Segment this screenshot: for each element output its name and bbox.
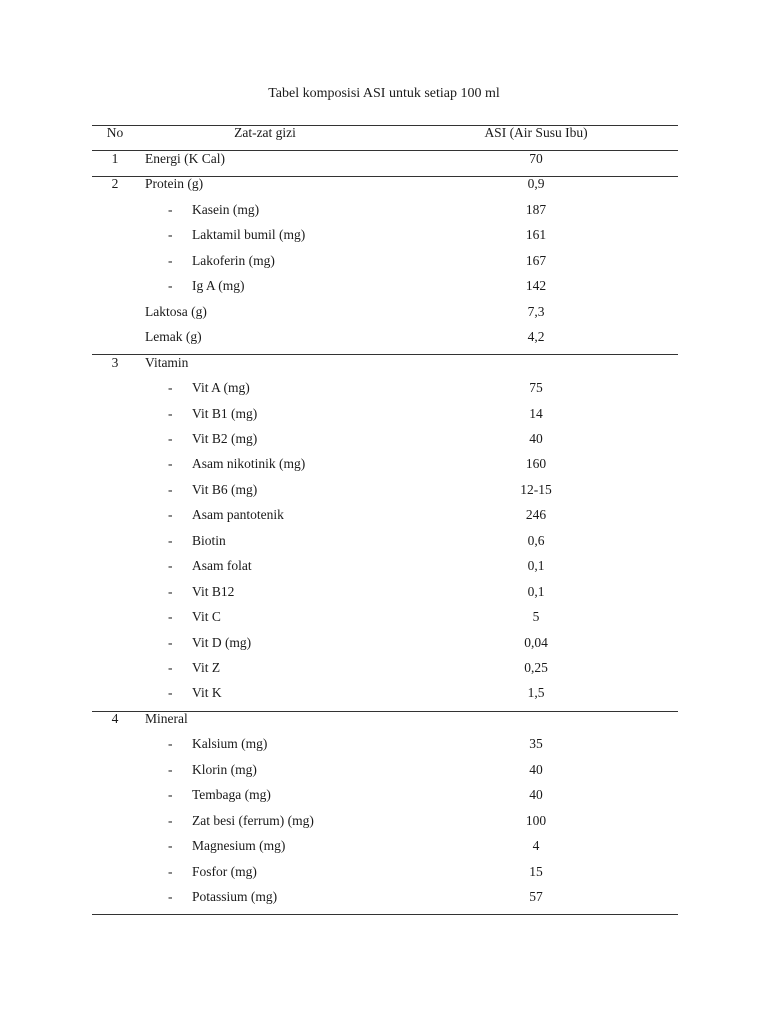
nutrient-label: Energi (K Cal) — [145, 151, 225, 166]
list-dash: - — [168, 584, 173, 599]
row-number: 3 — [111, 355, 119, 370]
list-dash: - — [168, 736, 173, 751]
nutrient-value: 57 — [529, 889, 543, 904]
nutrient-value: 0,1 — [527, 584, 545, 599]
sub-nutrient-label: Kalsium (mg) — [192, 736, 268, 751]
list-dash: - — [168, 202, 173, 217]
sub-nutrient-label: Ig A (mg) — [192, 278, 245, 293]
list-dash: - — [168, 838, 173, 853]
nutrient-value: 35 — [529, 736, 543, 751]
sub-nutrient-label: Biotin — [192, 533, 226, 548]
nutrient-value: 4,2 — [527, 329, 545, 344]
nutrient-value: 246 — [525, 507, 547, 522]
list-dash: - — [168, 558, 173, 573]
list-dash: - — [168, 380, 173, 395]
nutrient-value: 40 — [529, 762, 543, 777]
list-dash: - — [168, 533, 173, 548]
nutrient-value: 40 — [529, 787, 543, 802]
header-no: No — [106, 125, 124, 140]
nutrient-label: Lemak (g) — [145, 329, 202, 344]
list-dash: - — [168, 278, 173, 293]
sub-nutrient-label: Asam folat — [192, 558, 252, 573]
list-dash: - — [168, 431, 173, 446]
nutrient-value: 187 — [525, 202, 547, 217]
list-dash: - — [168, 762, 173, 777]
sub-nutrient-label: Zat besi (ferrum) (mg) — [192, 813, 314, 828]
list-dash: - — [168, 406, 173, 421]
nutrient-value: 142 — [525, 278, 547, 293]
nutrient-value: 75 — [529, 380, 543, 395]
group-rule — [92, 354, 678, 355]
nutrient-value: 15 — [529, 864, 543, 879]
list-dash: - — [168, 864, 173, 879]
nutrient-label: Vitamin — [145, 355, 189, 370]
list-dash: - — [168, 482, 173, 497]
nutrient-value: 0,9 — [527, 176, 545, 191]
list-dash: - — [168, 889, 173, 904]
group-rule — [92, 711, 678, 712]
nutrient-value: 160 — [525, 456, 547, 471]
group-rule — [92, 914, 678, 915]
list-dash: - — [168, 660, 173, 675]
group-rule — [92, 176, 678, 177]
sub-nutrient-label: Vit K — [192, 685, 222, 700]
nutrient-value: 70 — [529, 151, 543, 166]
sub-nutrient-label: Vit D (mg) — [192, 635, 252, 650]
nutrient-value: 12-15 — [520, 482, 552, 497]
sub-nutrient-label: Vit B1 (mg) — [192, 406, 258, 421]
list-dash: - — [168, 787, 173, 802]
list-dash: - — [168, 507, 173, 522]
list-dash: - — [168, 609, 173, 624]
sub-nutrient-label: Fosfor (mg) — [192, 864, 257, 879]
nutrient-value: 40 — [529, 431, 543, 446]
sub-nutrient-label: Tembaga (mg) — [192, 787, 271, 802]
sub-nutrient-label: Vit B12 — [192, 584, 235, 599]
sub-nutrient-label: Vit B2 (mg) — [192, 431, 258, 446]
sub-nutrient-label: Kasein (mg) — [192, 202, 260, 217]
sub-nutrient-label: Vit C — [192, 609, 221, 624]
list-dash: - — [168, 813, 173, 828]
nutrient-value: 14 — [529, 406, 543, 421]
nutrient-value: 100 — [525, 813, 547, 828]
nutrient-value: 161 — [525, 227, 547, 242]
sub-nutrient-label: Vit B6 (mg) — [192, 482, 258, 497]
row-number: 2 — [111, 176, 119, 191]
sub-nutrient-label: Asam nikotinik (mg) — [192, 456, 306, 471]
header-nutrient: Zat-zat gizi — [234, 125, 296, 140]
nutrient-label: Laktosa (g) — [145, 304, 207, 319]
sub-nutrient-label: Vit Z — [192, 660, 221, 675]
nutrient-label: Mineral — [145, 711, 188, 726]
nutrient-value: 7,3 — [527, 304, 545, 319]
sub-nutrient-label: Lakoferin (mg) — [192, 253, 275, 268]
nutrient-value: 0,04 — [524, 635, 548, 650]
nutrient-value: 5 — [532, 609, 540, 624]
nutrient-value: 0,6 — [527, 533, 545, 548]
list-dash: - — [168, 456, 173, 471]
sub-nutrient-label: Laktamil bumil (mg) — [192, 227, 306, 242]
nutrient-value: 4 — [532, 838, 540, 853]
list-dash: - — [168, 253, 173, 268]
sub-nutrient-label: Magnesium (mg) — [192, 838, 286, 853]
table-title: Tabel komposisi ASI untuk setiap 100 ml — [268, 86, 500, 101]
header-value: ASI (Air Susu Ibu) — [484, 125, 588, 140]
sub-nutrient-label: Vit A (mg) — [192, 380, 250, 395]
nutrient-value: 0,25 — [524, 660, 548, 675]
nutrient-label: Protein (g) — [145, 176, 204, 191]
row-number: 4 — [111, 711, 119, 726]
nutrient-value: 1,5 — [527, 685, 545, 700]
sub-nutrient-label: Potassium (mg) — [192, 889, 278, 904]
nutrient-value: 167 — [525, 253, 547, 268]
list-dash: - — [168, 227, 173, 242]
list-dash: - — [168, 685, 173, 700]
sub-nutrient-label: Asam pantotenik — [192, 507, 284, 522]
nutrient-value: 0,1 — [527, 558, 545, 573]
sub-nutrient-label: Klorin (mg) — [192, 762, 257, 777]
row-number: 1 — [111, 151, 119, 166]
list-dash: - — [168, 635, 173, 650]
